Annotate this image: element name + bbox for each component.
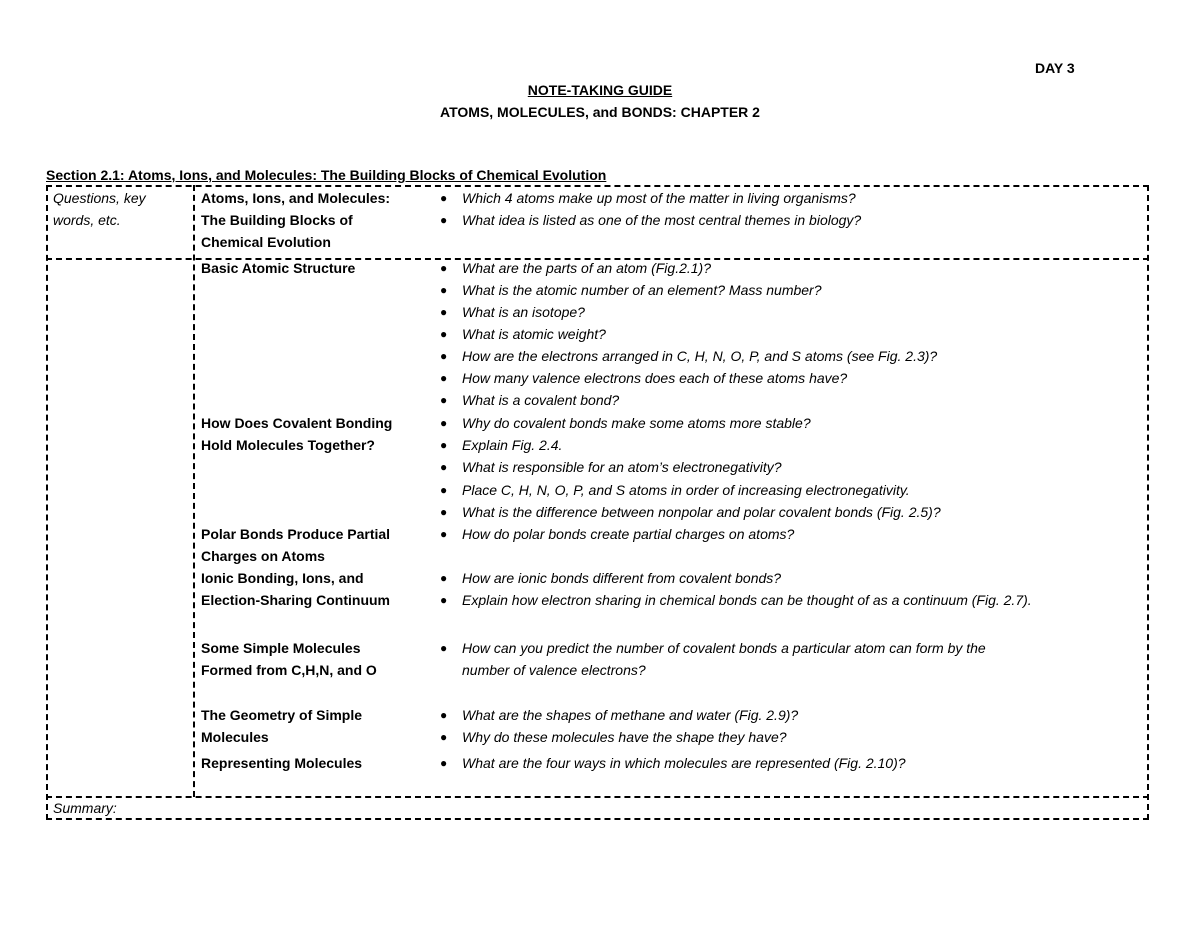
question-text: What idea is listed as one of the most central themes in biology? [462, 212, 862, 228]
day-label: DAY 3 [1035, 60, 1075, 76]
question-text: What are the parts of an atom (Fig.2.1)? [462, 260, 712, 276]
topic-heading: Election-Sharing Continuum [201, 592, 390, 608]
question-text: Explain how electron sharing in chemical bonds can be thought of as a continuum (Fig. 2.7). [462, 592, 1032, 608]
topic-heading: Basic Atomic Structure [201, 260, 356, 276]
table-border-left [46, 185, 48, 820]
topic-heading: Atoms, Ions, and Molecules: [201, 190, 391, 206]
question-text: What is the atomic number of an element? Mass number? [462, 282, 822, 298]
bullet-icon: ● [440, 283, 448, 297]
question-text: What is the difference between nonpolar and polar covalent bonds (Fig. 2.5)? [462, 504, 941, 520]
topic-heading: The Geometry of Simple [201, 707, 363, 723]
question-text: What is a covalent bond? [462, 392, 620, 408]
column-divider [193, 185, 195, 797]
section-heading: Section 2.1: Atoms, Ions, and Molecules: The Building Blocks of Chemical Evolution [46, 167, 607, 183]
questions-header: Questions, key [53, 190, 146, 206]
topic-heading: Hold Molecules Together? [201, 437, 375, 453]
bullet-icon: ● [440, 393, 448, 407]
question-text: How can you predict the number of covalent bonds a particular atom can form by the [462, 640, 986, 656]
question-text: What are the four ways in which molecules are represented (Fig. 2.10)? [462, 755, 906, 771]
bullet-icon: ● [440, 527, 448, 541]
topic-heading: Representing Molecules [201, 755, 363, 771]
question-text: How do polar bonds create partial charges on atoms? [462, 526, 795, 542]
bullet-icon: ● [440, 349, 448, 363]
question-text: Place C, H, N, O, P, and S atoms in order of increasing electronegativity. [462, 482, 910, 498]
question-text: Which 4 atoms make up most of the matter in living organisms? [462, 190, 856, 206]
question-text: number of valence electrons? [462, 662, 646, 678]
bullet-icon: ● [440, 261, 448, 275]
question-text: How many valence electrons does each of these atoms have? [462, 370, 848, 386]
bullet-icon: ● [440, 730, 448, 744]
question-text: What is an isotope? [462, 304, 585, 320]
bullet-icon: ● [440, 505, 448, 519]
bullet-icon: ● [440, 305, 448, 319]
questions-header: words, etc. [53, 212, 121, 228]
document-subtitle: ATOMS, MOLECULES, and BONDS: CHAPTER 2 [440, 104, 760, 120]
bullet-icon: ● [440, 191, 448, 205]
table-border-bottom [46, 818, 1149, 820]
bullet-icon: ● [440, 213, 448, 227]
bullet-icon: ● [440, 416, 448, 430]
bullet-icon: ● [440, 438, 448, 452]
topic-heading: Some Simple Molecules [201, 640, 361, 656]
question-text: What are the shapes of methane and water (Fig. 2.9)? [462, 707, 799, 723]
topic-heading: How Does Covalent Bonding [201, 415, 393, 431]
topic-heading: Molecules [201, 729, 269, 745]
topic-heading: The Building Blocks of [201, 212, 353, 228]
bullet-icon: ● [440, 641, 448, 655]
bullet-icon: ● [440, 460, 448, 474]
summary-divider [46, 796, 1149, 798]
topic-heading: Chemical Evolution [201, 234, 331, 250]
question-text: How are ionic bonds different from covalent bonds? [462, 570, 782, 586]
document-title: NOTE-TAKING GUIDE [527, 82, 673, 98]
question-text: Explain Fig. 2.4. [462, 437, 563, 453]
bullet-icon: ● [440, 371, 448, 385]
table-border-right [1147, 185, 1149, 820]
topic-heading: Formed from C,H,N, and O [201, 662, 377, 678]
bullet-icon: ● [440, 483, 448, 497]
bullet-icon: ● [440, 327, 448, 341]
question-text: Why do covalent bonds make some atoms more stable? [462, 415, 811, 431]
summary-label: Summary: [53, 800, 117, 816]
table-border-top [46, 185, 1149, 187]
topic-heading: Charges on Atoms [201, 548, 325, 564]
question-text: Why do these molecules have the shape they have? [462, 729, 787, 745]
bullet-icon: ● [440, 593, 448, 607]
question-text: What is responsible for an atom’s electronegativity? [462, 459, 782, 475]
bullet-icon: ● [440, 708, 448, 722]
bullet-icon: ● [440, 756, 448, 770]
question-text: What is atomic weight? [462, 326, 606, 342]
topic-heading: Polar Bonds Produce Partial [201, 526, 391, 542]
bullet-icon: ● [440, 571, 448, 585]
topic-heading: Ionic Bonding, Ions, and [201, 570, 364, 586]
question-text: How are the electrons arranged in C, H, N, O, P, and S atoms (see Fig. 2.3)? [462, 348, 938, 364]
